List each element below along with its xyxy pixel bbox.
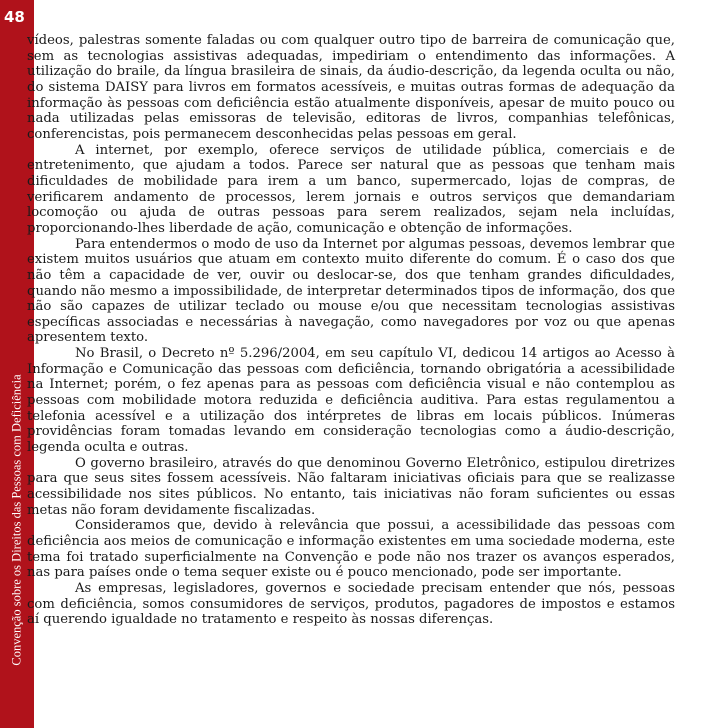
paragraph: Consideramos que, devido à relevância que possui, a acessibilidade das pessoas com deficiência aos meios de comunicação e informação existentes em uma sociedade moderna, este tema foi tratado superficialmente na Convenção e pode não nos trazer os avanços esperados, nas para países onde o tema sequer existe ou é pouco mencionado, pode ser importante. (27, 518, 675, 581)
body-text (27, 33, 675, 628)
paragraph: No Brasil, o Decreto nº 5.296/2004, em seu capítulo VI, dedicou 14 artigos ao Acesso à Informação e Comunicação das pessoas com deficiência, tornando obrigatória a acessibilidade na Internet; porém, o fez apenas para as pessoas com deficiência visual e não contemplou as pessoas com mobilidade motora reduzida e deficiência auditiva. Para estas regulamentou a telefonia acessível e a utilização dos intérpretes de libras em locais públicos. Inúmeras providências foram tomadas levando em consideração tecnologias como a áudio-descrição, legenda oculta e outras. (27, 346, 675, 456)
running-title: Convenção sobre os Direitos das Pessoas com Deficiência (9, 374, 24, 666)
paragraph: A internet, por exemplo, oferece serviços de utilidade pública, comerciais e de entretenimento, que ajudam a todos. Parece ser natural que as pessoas que tenham mais dificuldades de mobilidade para irem a um banco, supermercado, lojas de compras, de verificarem andamento de processos, lerem jornais e outros serviços que demandariam locomoção ou ajuda de outras pessoas para serem realizados, sejam nela incluídas, proporcionando-lhes liberdade de ação, comunicação e obtenção de informações. (27, 142, 675, 236)
paragraph: As empresas, legisladores, governos e sociedade precisam entender que nós, pessoas com deficiência, somos consumidores de serviços, produtos, pagadores de impostos e estamos aí querendo igualdade no tratamento e respeito às nossas diferenças. (27, 580, 675, 628)
page-number: 48 (4, 8, 25, 26)
paragraph: Para entendermos o modo de uso da Internet por algumas pessoas, devemos lembrar que existem muitos usuários que atuam em contexto muito diferente do comum. É o caso dos que não têm a capacidade de ver, ouvir ou deslocar-se, dos que tenham grandes dificuldades, quando não mesmo a impossibilidade, de interpretar determinados tipos de informação, dos que não são capazes de utilizar teclado ou mouse e/ou que necessitam tecnologias assistivas específicas associadas e necessárias à navegação, como navegadores por voz ou que apenas apresentem texto. (27, 236, 675, 346)
paragraph: vídeos, palestras somente faladas ou com qualquer outro tipo de barreira de comunicação que, sem as tecnologias assistivas adequadas, impediriam o entendimento das informações. A utilização do braile, da língua brasileira de sinais, da áudio-descrição, da legenda oculta ou não, do sistema DAISY para livros em formatos acessíveis, e muitas outras formas de adequação da informação às pessoas com deficiência estão atualmente disponíveis, apesar de muito pouco ou nada utilizadas pelas emissoras de televisão, editoras de livros, companhias telefônicas, conferencistas, pois permanecem desconhecidas pelas pessoas em geral. (27, 33, 675, 142)
paragraph: O governo brasileiro, através do que denominou Governo Eletrônico, estipulou diretrizes para que seus sites fossem acessíveis. Não faltaram iniciativas oficiais para que se realizasse acessibilidade nos sites públicos. No entanto, tais iniciativas não foram suficientes ou essas metas não foram devidamente fiscalizadas. (27, 455, 675, 518)
